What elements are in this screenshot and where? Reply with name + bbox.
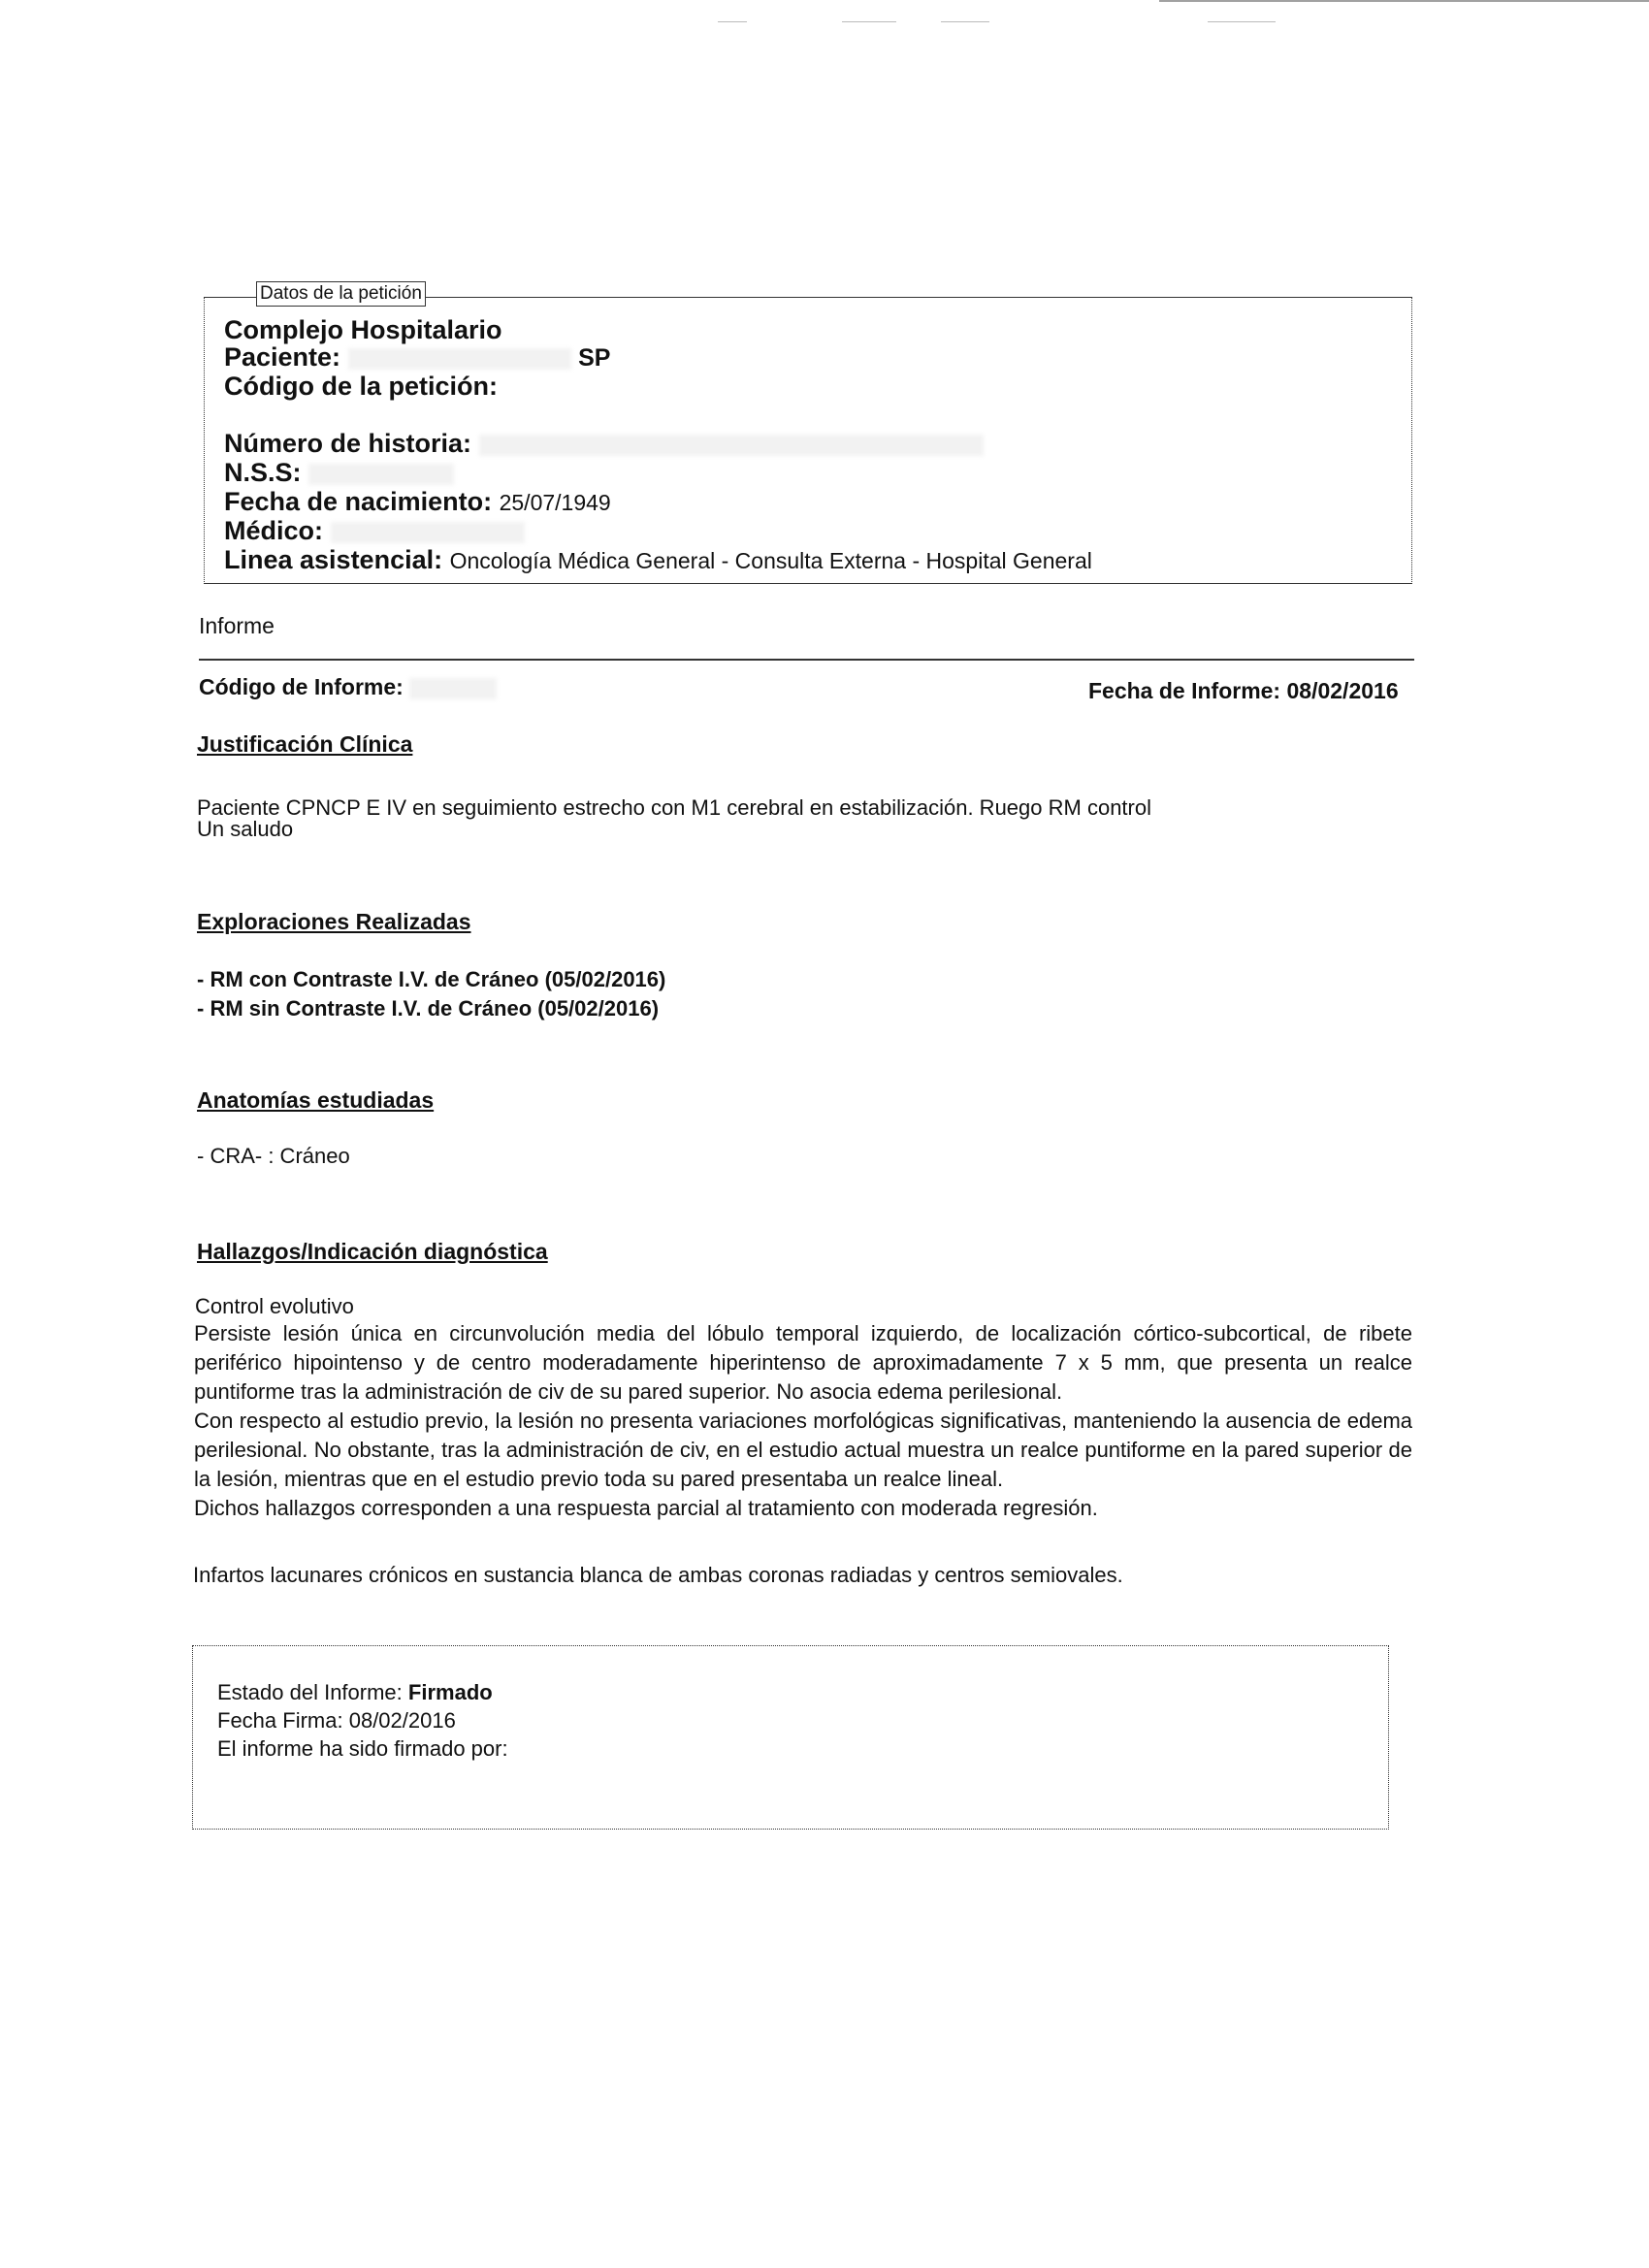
anatomy-item: - CRA- : Cráneo [197,1144,350,1168]
care-line-row [224,545,1092,575]
findings-extra: Infartos lacunares crónicos en sustancia blanca de ambas coronas radiadas y centros semiovales. [193,1563,1123,1587]
findings-paragraph: Dichos hallazgos corresponden a una respuesta parcial al tratamiento con moderada regresión. [194,1496,1098,1520]
signed-by-row [217,1736,508,1762]
signature-status-label: Estado del Informe: [217,1680,403,1704]
hospital-label: Complejo Hospitalario [224,315,502,344]
redacted-patient-name [348,348,571,370]
care-line-label: Linea asistencial: [224,545,443,574]
scan-artifact [1208,21,1276,22]
justification-line: Paciente CPNCP E IV en seguimiento estrecho con M1 cerebral en estabilización. Ruego RM control [197,795,1151,820]
signed-by-label: El informe ha sido firmado por: [217,1736,508,1761]
findings-paragraph: Persiste lesión única en circunvolución media del lóbulo temporal izquierdo, de localización córtico-subcortical, de ribete periférico hipointenso y de centro moderadamente hiperintenso de aproximadamente 7 x 5 mm, que presenta un realce puntiforme tras la administración de civ de su pared superior. No asocia edema perilesional. [194,1321,1412,1404]
redacted-nss [308,464,454,485]
divider [199,659,1414,661]
report-date-value: 08/02/2016 [1286,678,1399,703]
history-number-row [224,429,984,458]
findings-heading: Hallazgos/Indicación diagnóstica [197,1239,548,1264]
scan-artifact [941,21,989,22]
care-line-value: Oncología Médica General - Consulta Externa - Hospital General [449,548,1092,573]
report-date-label: Fecha de Informe: [1088,678,1281,703]
justification-heading: Justificación Clínica [197,731,413,757]
redacted-history-number [479,435,984,456]
signature-status-row [217,1680,493,1705]
nss-row [224,458,454,487]
signature-status-value: Firmado [407,1680,493,1704]
redacted-doctor [331,522,525,543]
birth-date-row [224,487,611,517]
doctor-row [224,516,525,545]
findings-subtitle: Control evolutivo [195,1294,354,1318]
scan-artifact [1159,0,1649,2]
patient-value: SP [578,344,611,372]
exploration-item: - RM con Contraste I.V. de Cráneo (05/02/2016) [197,967,666,991]
request-code-row [224,372,498,401]
anatomies-heading: Anatomías estudiadas [197,1087,435,1113]
hospital-row [224,315,502,344]
birth-date-value: 25/07/1949 [499,490,611,515]
request-code-label: Código de la petición: [224,372,498,401]
report-code-label: Código de Informe: [199,674,404,699]
report-date-row [1088,678,1399,704]
nss-label: N.S.S: [224,458,302,487]
signature-date-label: Fecha Firma: [217,1708,343,1733]
history-number-label: Número de historia: [224,429,472,458]
explorations-heading: Exploraciones Realizadas [197,909,471,934]
report-title: Informe [199,613,275,638]
scan-artifact [842,21,896,22]
patient-row [224,342,610,373]
signature-date-row [217,1708,456,1733]
justification-line: Un saludo [197,817,294,841]
report-code-row [199,674,497,700]
signature-date-value: 08/02/2016 [348,1708,456,1733]
findings-paragraph: Con respecto al estudio previo, la lesión no presenta variaciones morfológicas significativas, manteniendo la ausencia de edema perilesional. No obstante, tras la administración de civ, en el estudio actual muestra un realce puntiforme en la pared superior de la lesión, mientras que en el estudio previo toda su pared presentaba un realce lineal. [194,1409,1412,1491]
patient-label: Paciente: [224,342,341,372]
exploration-item: - RM sin Contraste I.V. de Cráneo (05/02/2016) [197,996,660,1021]
doctor-label: Médico: [224,516,324,545]
birth-date-label: Fecha de nacimiento: [224,487,493,516]
request-data-legend: Datos de la petición [256,281,426,307]
redacted-report-code [409,678,497,699]
scan-artifact [718,21,747,22]
